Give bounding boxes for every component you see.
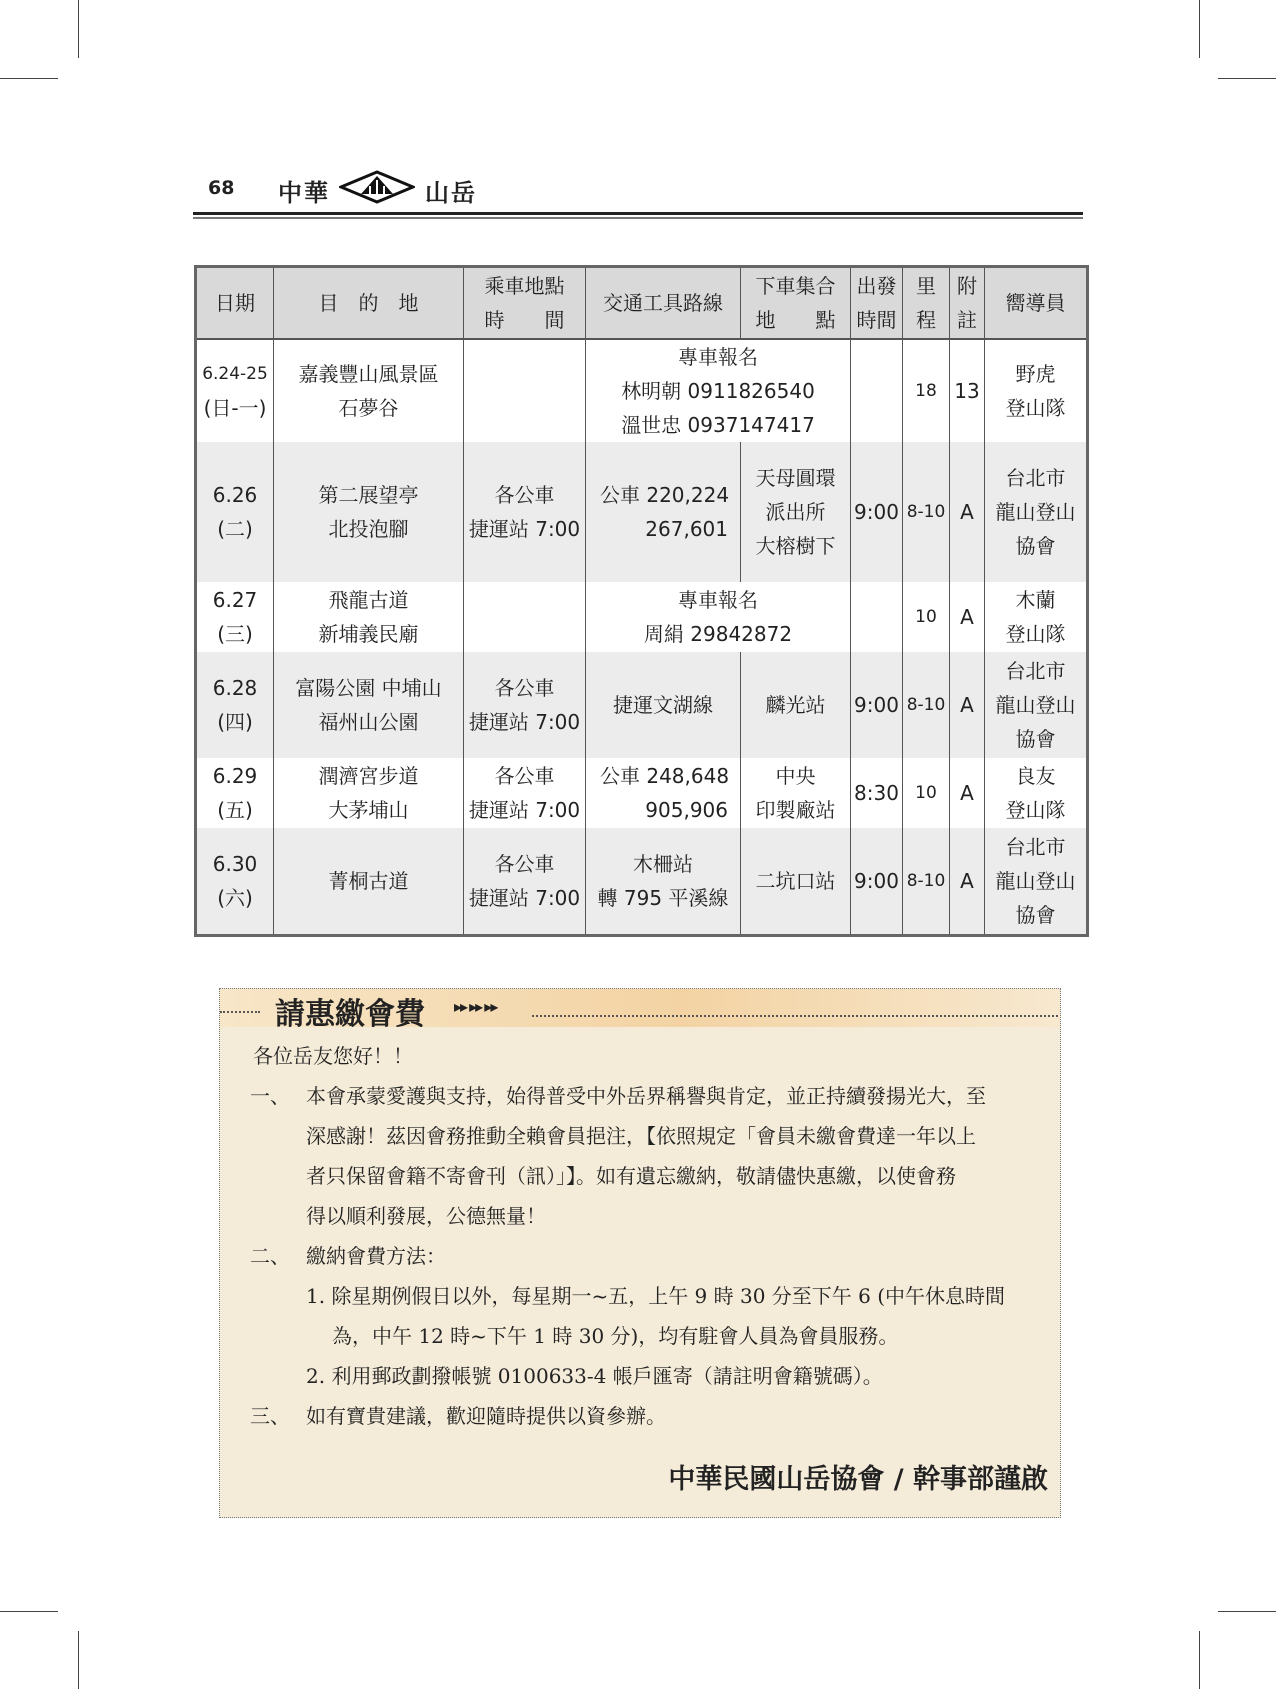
cell-date: 6.28 (四)	[196, 652, 274, 758]
table-row	[196, 339, 1088, 442]
cell-guide: 台北市 龍山登山 協會	[985, 652, 1088, 758]
cell-date: 6.27 (三)	[196, 582, 274, 652]
col-header-departure: 出發 時間	[851, 267, 903, 340]
notice-greeting: 各位岳友您好！！	[253, 1044, 413, 1068]
cell-guide: 野虎 登山隊	[985, 339, 1088, 442]
cell-guide: 木蘭 登山隊	[985, 582, 1088, 652]
crop-mark	[78, 1631, 79, 1689]
table-header-row	[196, 267, 1088, 340]
cell-destination: 富陽公園 中埔山 福州山公園	[274, 652, 464, 758]
crop-mark	[0, 78, 58, 79]
cell-meeting-point: 麟光站	[741, 652, 851, 758]
page-number: 68	[208, 177, 235, 199]
cell-departure: 9:00	[851, 828, 903, 935]
crop-mark	[0, 1611, 58, 1612]
cell-route: 公車 220,224 267,601	[586, 442, 741, 582]
notice-subitem-2: 2. 利用郵政劃撥帳號 0100633-4 帳戶匯寄（請註明會籍號碼）。	[306, 1364, 883, 1388]
cell-date: 6.29 (五)	[196, 758, 274, 828]
cell-distance: 8-10	[903, 652, 950, 758]
cell-destination: 飛龍古道 新埔義民廟	[274, 582, 464, 652]
cell-guide: 良友 登山隊	[985, 758, 1088, 828]
cell-note: A	[950, 828, 985, 935]
notice-header	[220, 989, 1060, 1032]
cell-destination: 第二展望亭 北投泡腳	[274, 442, 464, 582]
cell-meeting-point: 二坑口站	[741, 828, 851, 935]
col-header-note: 附 註	[950, 267, 985, 340]
col-header-distance: 里 程	[903, 267, 950, 340]
header-rule	[193, 217, 1083, 219]
cell-note: A	[950, 442, 985, 582]
cell-meeting-point: 中央 印製廠站	[741, 758, 851, 828]
item-label: 三、	[250, 1404, 290, 1428]
col-header-meeting-point: 下車集合 地 點	[741, 267, 851, 340]
notice-item-3: 如有寶貴建議，歡迎隨時提供以資參辦。	[306, 1404, 666, 1428]
table-row	[196, 582, 1088, 652]
cell-note: A	[950, 758, 985, 828]
cell-departure	[851, 582, 903, 652]
cell-boarding: 各公車 捷運站 7:00	[464, 442, 586, 582]
cell-boarding: 各公車 捷運站 7:00	[464, 758, 586, 828]
cell-departure: 8:30	[851, 758, 903, 828]
col-header-guide: 嚮導員	[985, 267, 1088, 340]
col-header-route: 交通工具路線	[586, 267, 741, 340]
dotted-rule	[220, 1011, 260, 1013]
notice-subitem-1: 1. 除星期例假日以外，每星期一~五，上午 9 時 30 分至下午 6 (中午休息時間 為，中午 12 時~下午 1 時 30 分)，均有駐會人員為會員服務。	[306, 1284, 1006, 1348]
cell-boarding: 各公車 捷運站 7:00	[464, 652, 586, 758]
table-row	[196, 652, 1088, 758]
cell-distance: 8-10	[903, 828, 950, 935]
magazine-name-left: 中華	[278, 178, 330, 207]
cell-transport-merged: 專車報名 林明朝 0911826540 溫世忠 0937147417	[586, 339, 851, 442]
cell-boarding	[464, 339, 586, 442]
cell-date: 6.26 (二)	[196, 442, 274, 582]
cell-route: 木柵站 轉 795 平溪線	[586, 828, 741, 935]
page-header	[193, 168, 1083, 220]
notice-item-2: 繳納會費方法：	[306, 1244, 446, 1268]
cell-destination: 菁桐古道	[274, 828, 464, 935]
header-rule	[193, 212, 1083, 215]
cell-guide: 台北市 龍山登山 協會	[985, 442, 1088, 582]
notice-signature: 中華民國山岳協會 / 幹事部謹啟	[668, 1464, 1048, 1495]
cell-date: 6.30 (六)	[196, 828, 274, 935]
table-row	[196, 758, 1088, 828]
arrow-icon: ▸▸ ▸▸ ▸▸	[454, 997, 497, 1016]
cell-route: 捷運文湖線	[586, 652, 741, 758]
table-row	[196, 828, 1088, 935]
schedule-table	[194, 265, 1089, 937]
col-header-date: 日期	[196, 267, 274, 340]
mountain-logo-icon	[339, 170, 415, 204]
cell-distance: 18	[903, 339, 950, 442]
crop-mark	[1199, 1631, 1200, 1689]
cell-meeting-point: 天母圓環 派出所 大榕樹下	[741, 442, 851, 582]
magazine-name-right: 山岳	[425, 178, 477, 207]
cell-distance: 10	[903, 758, 950, 828]
notice-item-1: 本會承蒙愛護與支持，始得普受中外岳界稱譽與肯定，並正持續發揚光大，至 深感謝！茲因會務推動全賴會員挹注，【依照規定「會員未繳會費達一年以上 者只保留會籍不寄會刊（訊）」】。如有遺忘繳納，敬請儘快惠繳，以使會務 得以順利發展，公德無量！	[306, 1084, 986, 1228]
cell-route: 公車 248,648 905,906	[586, 758, 741, 828]
notice-title: 請惠繳會費	[275, 997, 425, 1032]
cell-boarding: 各公車 捷運站 7:00	[464, 828, 586, 935]
cell-distance: 8-10	[903, 442, 950, 582]
col-header-boarding: 乘車地點 時 間	[464, 267, 586, 340]
membership-fee-notice	[219, 988, 1061, 1518]
cell-departure: 9:00	[851, 442, 903, 582]
col-header-destination: 目 的 地	[274, 267, 464, 340]
cell-note: A	[950, 652, 985, 758]
cell-departure: 9:00	[851, 652, 903, 758]
cell-note: 13	[950, 339, 985, 442]
crop-mark	[1218, 78, 1276, 79]
crop-mark	[1199, 0, 1200, 58]
dotted-rule	[532, 1015, 1058, 1017]
cell-boarding	[464, 582, 586, 652]
cell-date: 6.24-25 (日-一)	[196, 339, 274, 442]
cell-guide: 台北市 龍山登山 協會	[985, 828, 1088, 935]
item-label: 二、	[250, 1244, 290, 1268]
cell-destination: 嘉義豐山風景區 石夢谷	[274, 339, 464, 442]
cell-distance: 10	[903, 582, 950, 652]
crop-mark	[1218, 1611, 1276, 1612]
table-row	[196, 442, 1088, 582]
cell-transport-merged: 專車報名 周絹 29842872	[586, 582, 851, 652]
crop-mark	[78, 0, 79, 58]
item-label: 一、	[250, 1084, 290, 1108]
cell-departure	[851, 339, 903, 442]
cell-note: A	[950, 582, 985, 652]
cell-destination: 潤濟宮步道 大茅埔山	[274, 758, 464, 828]
